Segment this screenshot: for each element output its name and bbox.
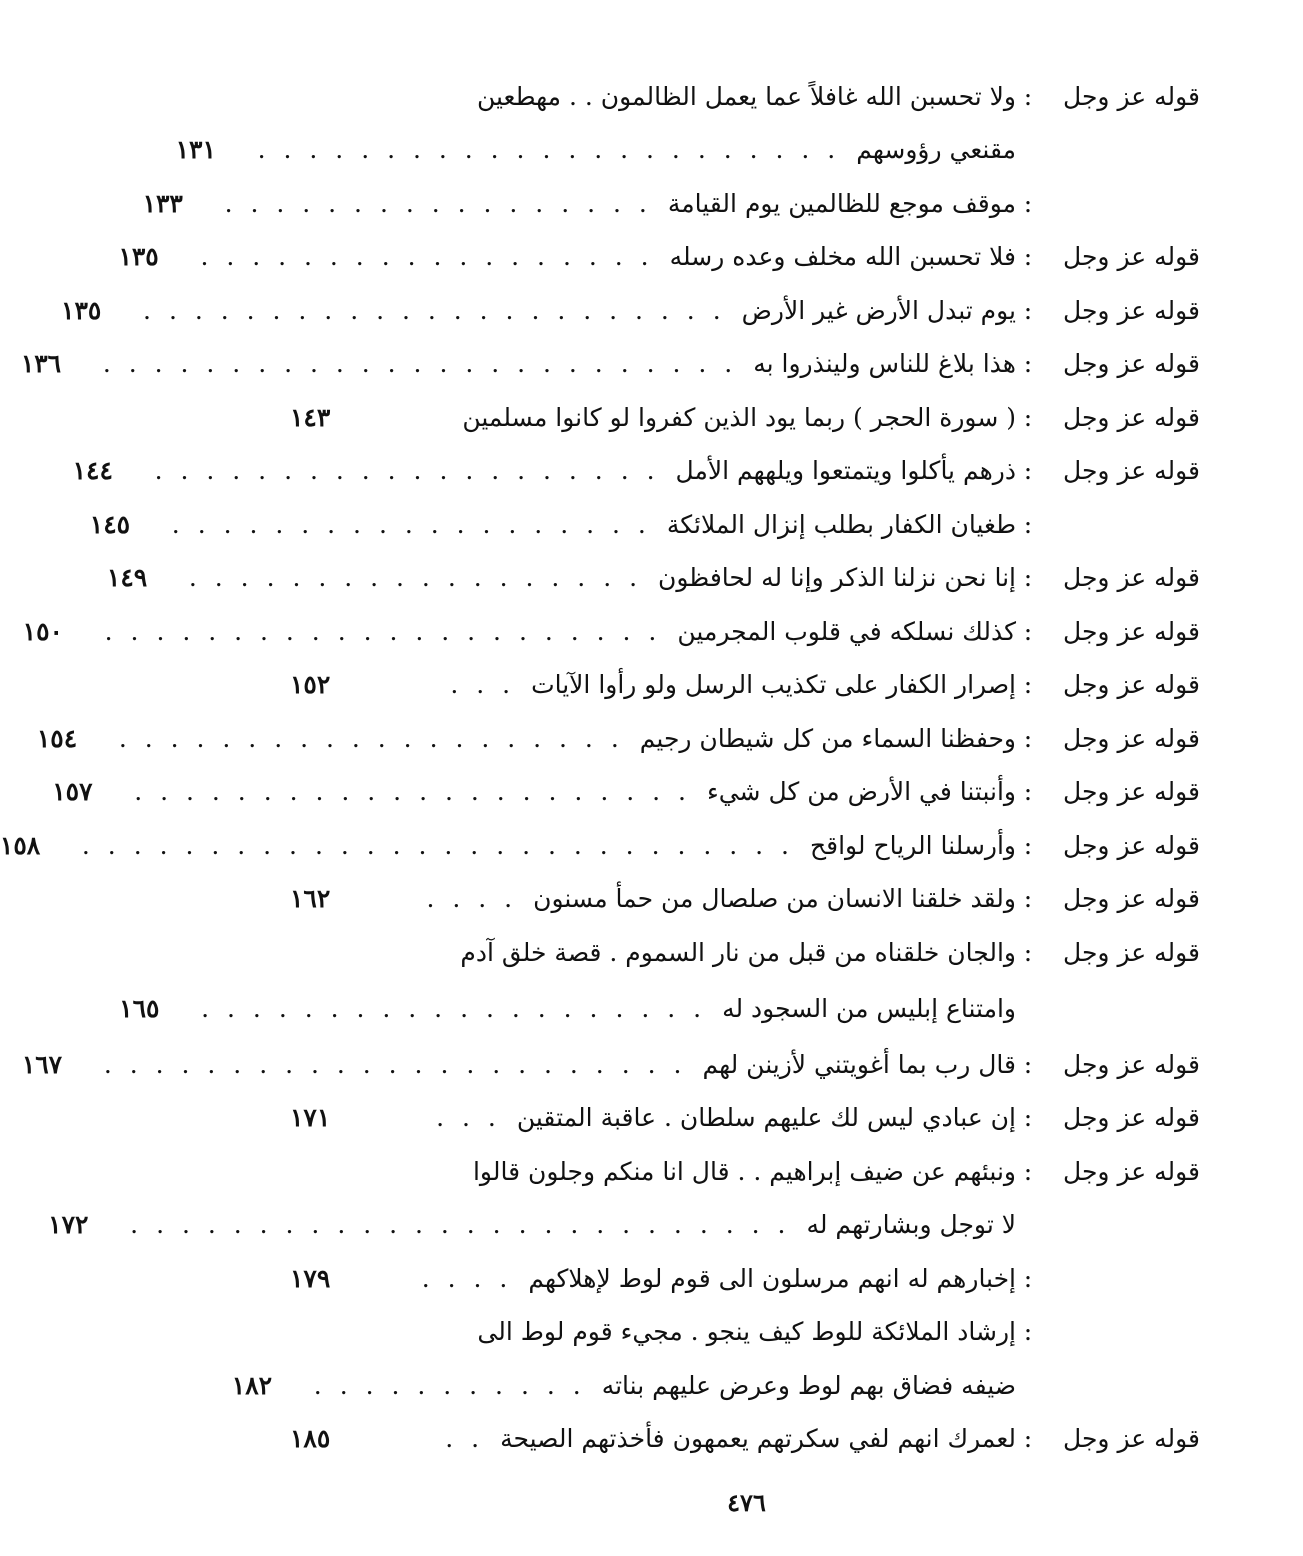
toc-speaker: قوله عز وجل (1063, 830, 1200, 860)
toc-row (52, 754, 1200, 808)
toc-colon: : (1023, 670, 1033, 699)
toc-title: وحفظنا السماء من كل شيطان رجيم (639, 723, 1016, 753)
toc-leader-dots: . . . . (421, 1263, 513, 1293)
toc-page-number: ١٣٥ (118, 242, 159, 271)
toc-leader-dots: . . . . . . . . . . . . . . . . . . . . (118, 723, 624, 753)
toc-leader-dots: . . . . . . . . . . . . . . . . . (224, 188, 652, 218)
toc-speaker: قوله عز وجل (1063, 563, 1200, 592)
toc-speaker: قوله عز وجل (1063, 456, 1200, 485)
toc-colon: : (1023, 884, 1033, 913)
toc-leader-dots: . . (445, 1424, 485, 1453)
toc-title: ( سورة الحجر ) ربما يود الذين كفروا لو كانوا مسلمين (462, 402, 1016, 432)
toc-speaker: قوله عز وجل (1063, 723, 1200, 753)
toc-colon: : (1023, 723, 1033, 753)
toc-speaker: قوله عز وجل (1063, 1424, 1200, 1453)
toc-row (142, 165, 1200, 219)
toc-row (72, 433, 1200, 487)
toc-colon: : (1023, 349, 1033, 378)
toc-page-number: ١٣٣ (142, 188, 183, 218)
toc-speaker: قوله عز وجل (1063, 777, 1200, 806)
toc-leader-dots: . . . . . . . . . . . (313, 1370, 586, 1400)
toc-colon: : (1023, 1263, 1033, 1293)
toc-speaker: قوله عز وجل (1063, 349, 1200, 378)
toc-row (290, 58, 1200, 112)
toc-leader-dots: . . . . . . . . . . . . . . . . . . . . . . (104, 616, 662, 646)
toc-row (290, 379, 1200, 433)
toc-page-number: ١٥٤ (36, 723, 78, 753)
toc-colon: : (1023, 295, 1033, 325)
toc-leader-dots: . . . . . . . . . . . . . . . . . . . . . . . (103, 1049, 687, 1079)
toc-title: وامتناع إبليس من السجود له (722, 993, 1016, 1023)
toc-title: مقنعي رؤوسهم (856, 135, 1016, 164)
toc-row (61, 272, 1200, 326)
toc-leader-dots: . . . . . . . . . . . . . . . . . . . . (201, 993, 707, 1023)
toc-title: إن عبادي ليس لك عليهم سلطان . عاقبة المتقين (516, 1103, 1016, 1132)
toc-title: ذرهم يأكلوا ويتمتعوا ويلههم الأمل (675, 456, 1016, 485)
toc-title: وأرسلنا الرياح لواقح (809, 830, 1016, 860)
toc-page-number: ١٦٥ (119, 993, 160, 1023)
toc-title: إخبارهم له انهم مرسلون الى قوم لوط لإهلاكهم (528, 1263, 1016, 1293)
toc-page-number: ١٧٢ (48, 1210, 89, 1239)
toc-colon: : (1023, 616, 1033, 646)
toc-row (290, 861, 1200, 915)
toc-title: موقف موجع للظالمين يوم القيامة (667, 188, 1016, 218)
toc-colon: : (1023, 81, 1033, 111)
toc-title: لا توجل وبشارتهم له (806, 1210, 1016, 1239)
toc-page-number: ١٨٥ (290, 1424, 331, 1453)
toc-leader-dots: . . . (436, 1103, 501, 1132)
toc-row (290, 1294, 1200, 1348)
toc-leader-dots: . . . . . . . . . . . . . . . . . . . . . . . (143, 295, 726, 325)
page-number-footer: ٤٧٦ (727, 1488, 766, 1517)
toc-page-number: ١٧٩ (290, 1263, 331, 1293)
toc-colon: : (1023, 830, 1033, 860)
toc-colon: : (1023, 509, 1033, 539)
toc-colon: : (1023, 1424, 1033, 1453)
toc-row (20, 326, 1200, 380)
toc-row (290, 647, 1200, 701)
toc-title: ولا تحسبن الله غافلاً عما يعمل الظالمون . . مهطعين (476, 81, 1016, 111)
toc-row (175, 112, 1200, 166)
toc-speaker: قوله عز وجل (1063, 884, 1200, 913)
toc-colon: : (1023, 402, 1033, 432)
toc-speaker: قوله عز وجل (1063, 295, 1200, 325)
toc-leader-dots: . . . . . . . . . . . . . . . . . . . . . . . . . (102, 349, 738, 378)
toc-colon: : (1023, 1156, 1033, 1186)
toc-speaker: قوله عز وجل (1063, 937, 1200, 967)
toc-page-number: ١٦٧ (21, 1049, 63, 1079)
toc-title: كذلك نسلكه في قلوب المجرمين (677, 616, 1016, 646)
toc-colon: : (1023, 456, 1033, 485)
toc-row (290, 1133, 1200, 1187)
toc-title: ضيفه فضاق بهم لوط وعرض عليهم بناته (601, 1370, 1016, 1400)
toc-title: ولقد خلقنا الانسان من صلصال من حمأ مسنون (533, 884, 1016, 913)
toc-page-number: ١٤٩ (106, 563, 148, 592)
toc-colon: : (1023, 1103, 1033, 1132)
toc-page-number: ١٤٥ (89, 509, 131, 539)
toc-row (290, 1240, 1200, 1294)
toc-speaker: قوله عز وجل (1063, 616, 1200, 646)
toc-page-number: ١٥٧ (52, 777, 93, 806)
toc-leader-dots: . . . . . . . . . . . . . . . . . . . (171, 509, 651, 539)
toc-leader-dots: . . . . . . . . . . . . . . . . . . . . . . . (257, 135, 841, 164)
toc-title: إنا نحن نزلنا الذكر وإنا له لحافظون (658, 563, 1016, 592)
toc-row (290, 1080, 1200, 1134)
toc-speaker: قوله عز وجل (1063, 1049, 1200, 1079)
toc-row (0, 807, 1200, 861)
toc-page-number: ١٣٦ (20, 349, 62, 378)
toc-colon: : (1023, 1317, 1033, 1346)
toc-title: ونبئهم عن ضيف إبراهيم . . قال انا منكم وجلون قالوا (472, 1156, 1016, 1186)
toc-page-number: ١٥٢ (290, 670, 331, 699)
toc-speaker: قوله عز وجل (1063, 1156, 1200, 1186)
toc-row (36, 700, 1200, 754)
toc-title: هذا بلاغ للناس ولينذروا به (753, 349, 1016, 378)
toc-speaker: قوله عز وجل (1063, 1103, 1200, 1132)
toc-title: لعمرك انهم لفي سكرتهم يعمهون فأخذتهم الصيحة (500, 1424, 1016, 1453)
toc-title: فلا تحسبن الله مخلف وعده رسله (669, 242, 1016, 271)
toc-speaker: قوله عز وجل (1063, 81, 1200, 111)
toc-title: إرشاد الملائكة للوط كيف ينجو . مجيء قوم لوط الى (477, 1317, 1016, 1346)
toc-row (118, 219, 1200, 273)
toc-row (290, 914, 1200, 968)
toc-speaker: قوله عز وجل (1063, 670, 1200, 699)
toc-page-number: ١٦٢ (290, 884, 331, 913)
toc-title: إصرار الكفار على تكذيب الرسل ولو رأوا الآيات (531, 670, 1016, 699)
toc-page-number: ١٣١ (175, 135, 216, 164)
toc-colon: : (1023, 242, 1033, 271)
toc-page-number: ١٧١ (290, 1103, 331, 1132)
toc-leader-dots: . . . . . . . . . . . . . . . . . . . . . . . . . . . . (81, 830, 794, 860)
toc-page-number: ١٣٥ (61, 295, 102, 325)
toc-leader-dots: . . . . . . . . . . . . . . . . . . . . (154, 456, 660, 485)
toc-row (21, 1024, 1200, 1080)
toc-colon: : (1023, 563, 1033, 592)
toc-title: يوم تبدل الأرض غير الأرض (741, 295, 1016, 325)
toc-title: وأنبتنا في الأرض من كل شيء (706, 777, 1016, 806)
toc-row (231, 1347, 1200, 1401)
toc-colon: : (1023, 188, 1033, 218)
toc-page-number: ١٤٣ (290, 402, 331, 432)
toc-page-number: ١٨٢ (231, 1370, 273, 1400)
toc-row (22, 593, 1200, 647)
toc-leader-dots: . . . . . . . . . . . . . . . . . . . . . . (134, 777, 691, 806)
toc-colon: : (1023, 1049, 1033, 1079)
toc-colon: : (1023, 777, 1033, 806)
table-of-contents (0, 58, 1200, 1454)
toc-speaker: قوله عز وجل (1063, 402, 1200, 432)
toc-colon: : (1023, 937, 1033, 967)
toc-leader-dots: . . . . . . . . . . . . . . . . . . (200, 242, 654, 271)
toc-title: والجان خلقناه من قبل من نار السموم . قصة خلق آدم (460, 937, 1016, 967)
toc-row (89, 486, 1200, 540)
toc-title: طغيان الكفار بطلب إنزال الملائكة (666, 509, 1016, 539)
toc-page-number: ١٤٤ (72, 456, 113, 485)
toc-page-number: ١٥٨ (0, 830, 41, 860)
toc-row (290, 1401, 1200, 1455)
toc-title: قال رب بما أغويتني لأزينن لهم (702, 1049, 1016, 1079)
toc-leader-dots: . . . (450, 670, 516, 699)
toc-leader-dots: . . . . (426, 884, 518, 913)
toc-row (106, 540, 1200, 594)
toc-page-number: ١٥٠ (22, 616, 63, 646)
toc-leader-dots: . . . . . . . . . . . . . . . . . . (188, 563, 643, 592)
toc-row (119, 968, 1200, 1024)
toc-row (48, 1187, 1200, 1241)
toc-speaker: قوله عز وجل (1063, 242, 1200, 271)
toc-leader-dots: . . . . . . . . . . . . . . . . . . . . . . . . . . (130, 1210, 791, 1239)
